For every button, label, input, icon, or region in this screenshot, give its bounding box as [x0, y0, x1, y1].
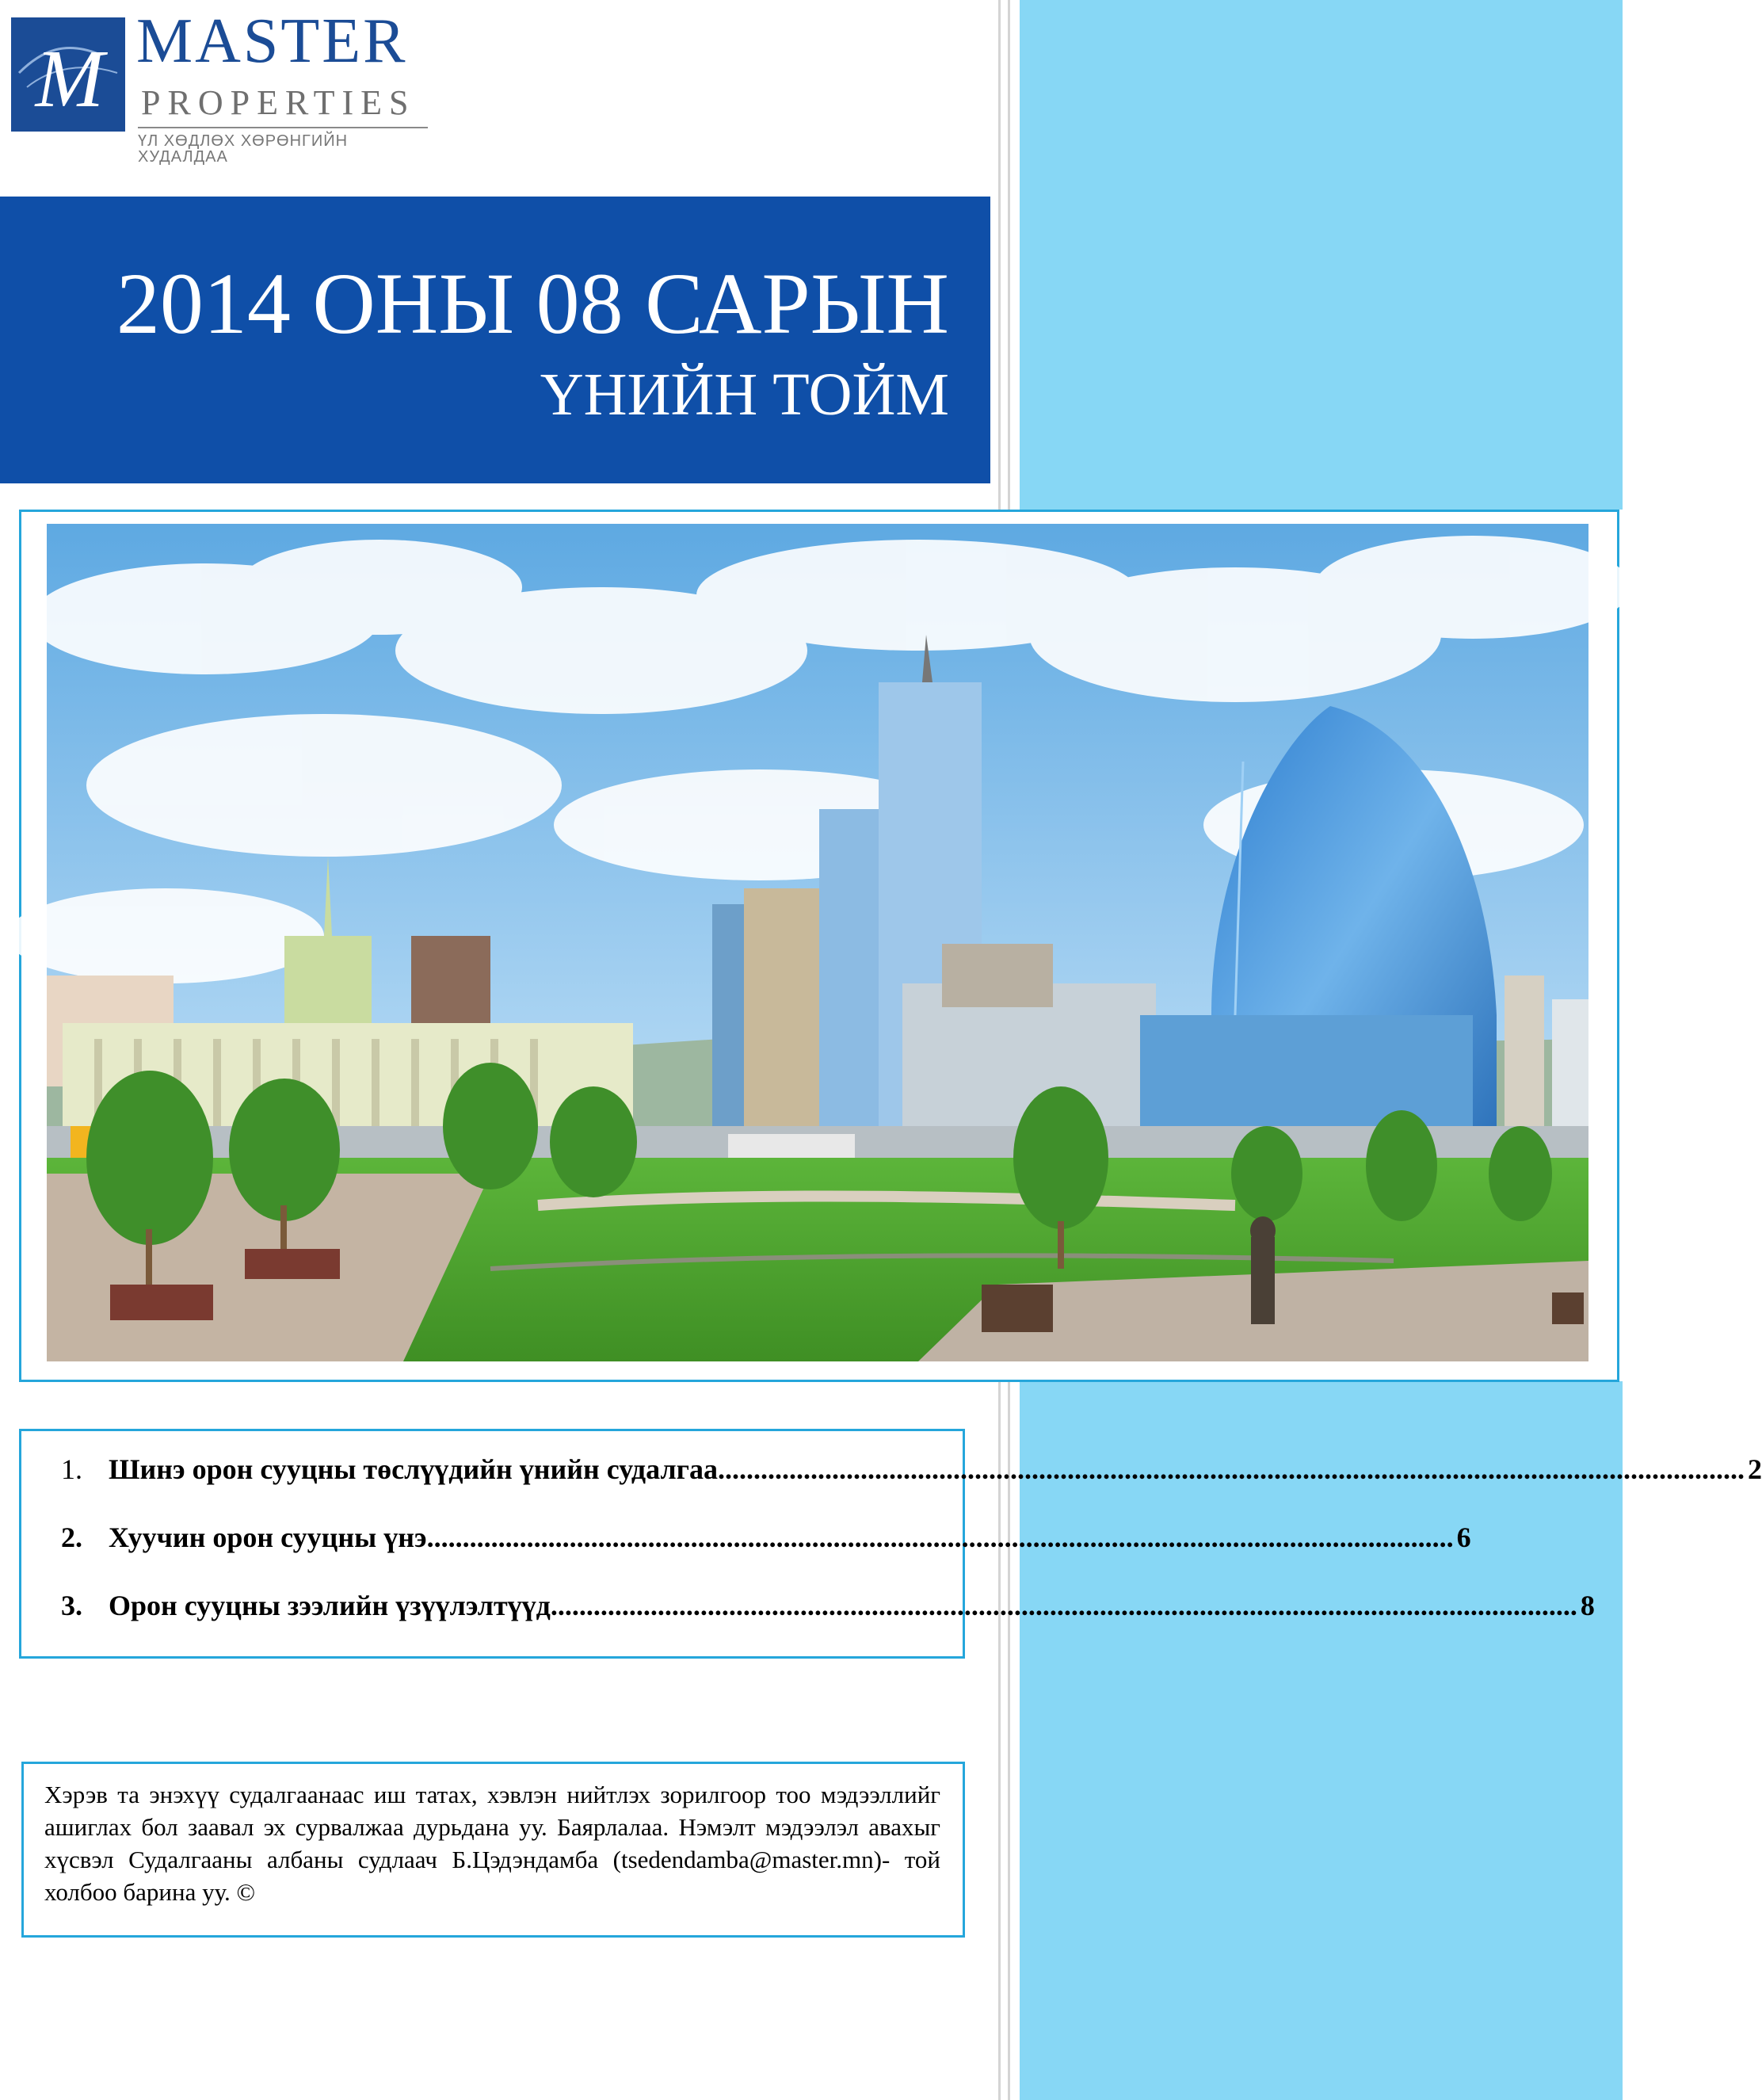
svg-text:M: M	[35, 33, 105, 124]
logo-divider	[138, 127, 428, 128]
toc-leader-dots: ................................................................................................................................................	[426, 1522, 1454, 1553]
logo-tagline: ҮЛ ХӨДЛӨХ ХӨРӨНГИЙН ХУДАЛДАА	[138, 132, 349, 166]
city-panorama-image	[47, 524, 1588, 1361]
toc-item-page: 6	[1456, 1522, 1471, 1553]
report-subtitle: ҮНИЙН ТОЙМ	[540, 361, 949, 428]
side-panel-top	[1020, 0, 1623, 510]
table-of-contents	[19, 1429, 1762, 1659]
toc-item-number: 1.	[61, 1453, 82, 1485]
title-banner	[0, 197, 990, 483]
report-title: 2014 ОНЫ 08 САРЫН	[116, 255, 949, 352]
logo-subname: PROPERTIES	[141, 83, 416, 122]
logo-monogram-icon	[11, 17, 125, 132]
toc-item-title: Хуучин орон сууцны үнэ	[109, 1522, 427, 1553]
toc-item-title: Шинэ орон сууцны төслүүдийн үнийн судалгаа	[109, 1453, 719, 1485]
toc-item[interactable]	[61, 1449, 1762, 1489]
cover-photo-frame	[19, 510, 1619, 1382]
toc-item-number: 2.	[61, 1522, 82, 1553]
toc-item-page: 8	[1580, 1590, 1595, 1621]
citation-note-text: Хэрэв та энэхүү судалгаанаас иш татах, хэвлэн нийтлэх зорилгоор тоо мэдээллийг ашиглах бол заавал эх сурвалжаа дурьдана уу. Баярлалаа. Нэмэлт мэдээлэл авахыг хүсвэл Судалгааны албаны судлаач Б.Цэдэндамба (tsedendamba@master.mn)- той холбоо барина уу. ©	[44, 1781, 940, 1906]
toc-item-title: Орон сууцны зээлийн үзүүлэлтүүд	[109, 1590, 551, 1621]
toc-item[interactable]	[61, 1518, 1471, 1557]
monogram-m-icon	[11, 17, 125, 132]
logo-name: MASTER	[136, 6, 408, 76]
toc-item-number: 3.	[61, 1590, 82, 1621]
side-panel-bottom	[1020, 1381, 1623, 2100]
company-logo	[11, 6, 423, 166]
toc-item-page: 2	[1748, 1453, 1762, 1485]
toc-item[interactable]	[61, 1586, 1595, 1625]
toc-leader-dots: ................................................................................................................................................	[550, 1590, 1577, 1621]
citation-note	[21, 1762, 965, 1938]
toc-leader-dots: ................................................................................................................................................	[718, 1453, 1745, 1485]
